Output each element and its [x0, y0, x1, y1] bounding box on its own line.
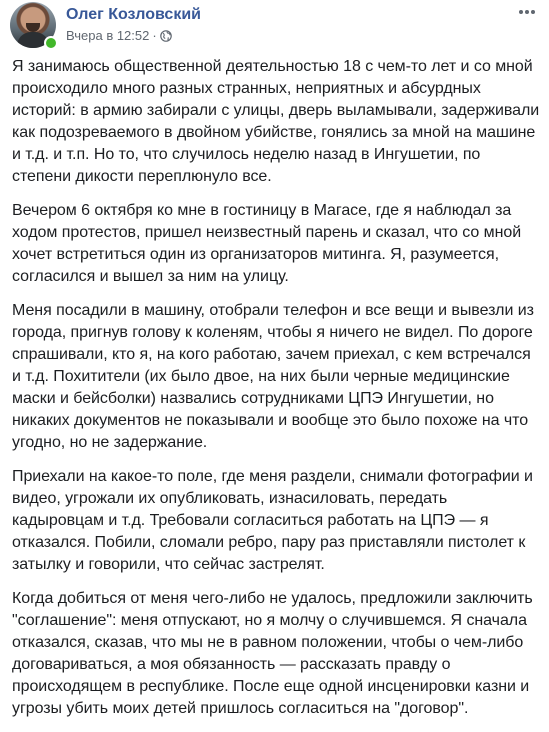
post-timestamp-link[interactable]: Вчера в 12:52: [66, 28, 150, 43]
post-paragraph: Меня посадили в машину, отобрали телефон и все вещи и вывезли из города, пригнув голову к коленям, чтобы я ничего не видел. По дороге спрашивали, кто я, на кого работаю, зачем приехал, с кем встречался и т.д. Похитители (их было двое, на них были черные медицинские маски и бейсболки) назвались сотрудниками ЦПЭ Ингушетии, но никаких документов не показывали и вообще это было похоже на что угодно, но не задержание.: [12, 302, 534, 451]
post-meta: [66, 28, 172, 43]
post-header: [10, 2, 540, 48]
post-text: [12, 56, 540, 732]
more-options-icon[interactable]: [514, 2, 540, 22]
meta-separator: ·: [152, 28, 157, 43]
post-paragraph: Приехали на какое-то поле, где меня раздели, снимали фотографии и видео, угрожали их опубликовать, изнасиловать, передать кадыровцам и т.д. Требовали согласиться работать на ЦПЭ — я отказался. Побили, сломали ребро, пару раз приставляли пистолет к затылку и говорили, что сейчас застрелят.: [12, 468, 533, 573]
avatar-beard: [26, 23, 40, 32]
post-paragraph: Вечером 6 октября ко мне в гостиницу в Магасе, где я наблюдал за ходом протестов, пришел неизвестный парень и сказал, что со мной хочет встретиться один из организаторов митинга. Я, разумеется, согласился и вышел за ним на улицу.: [12, 202, 522, 285]
post-paragraph: Когда добиться от меня чего-либо не удалось, предложили заключить "соглашение": меня отпускают, но я молчу о случившемся. Я сначала отказался, сказав, что мы не в равном положении, чтобы о чем-либо договариваться, а моя обязанность — рассказать правду о происходящем в республике. После еще одной инсценировки казни и угрозы убить моих детей пришлось согласиться на "договор".: [12, 590, 533, 717]
online-status-dot: [44, 36, 58, 50]
post-paragraph: Я занимаюсь общественной деятельностью 18 с чем-то лет и со мной происходило много разных странных, неприятных и абсурдных историй: в армию забирали с улицы, дверь выламывали, задерживали как подозреваемого в двойном убийстве, гонялись за мной на машине и т.д. и т.п. Но то, что случилось неделю назад в Ингушетии, по степени дикости переплюнуло все.: [12, 58, 540, 185]
globe-icon[interactable]: [160, 30, 172, 42]
author-name-link[interactable]: Олег Козловский: [66, 6, 202, 23]
